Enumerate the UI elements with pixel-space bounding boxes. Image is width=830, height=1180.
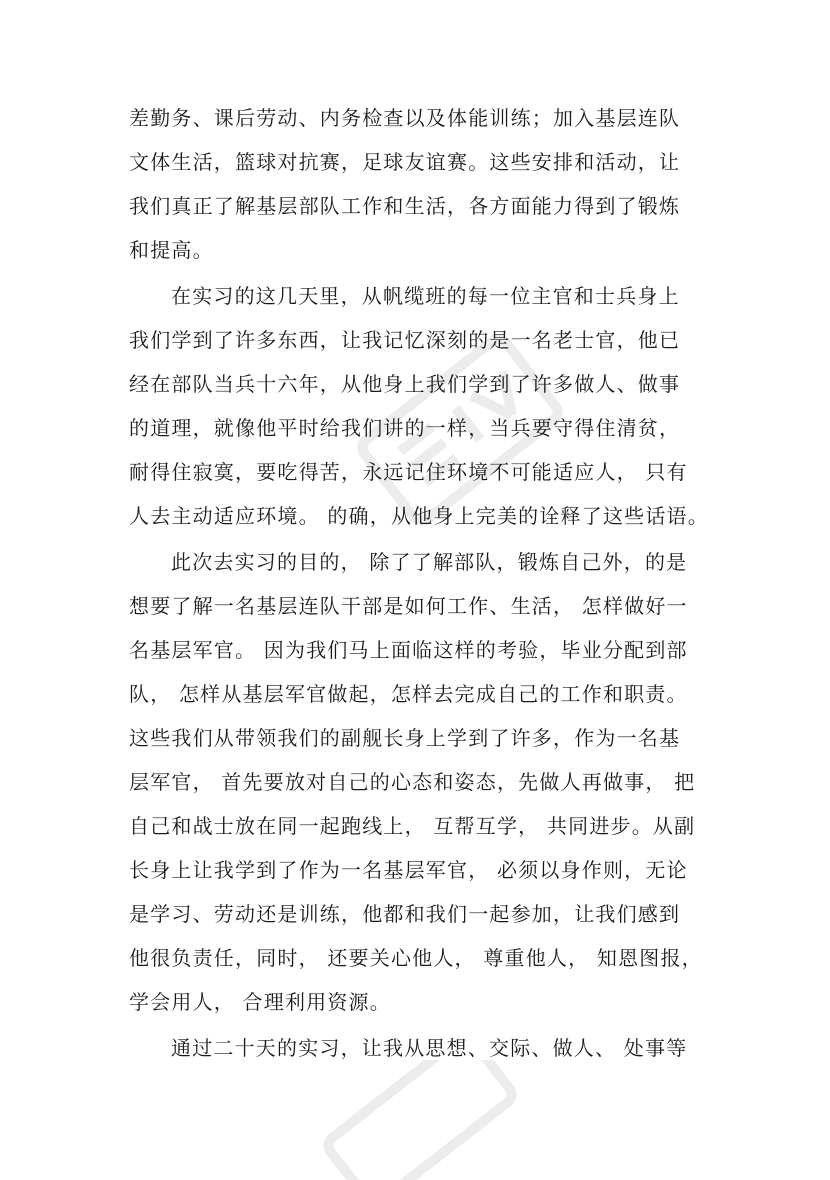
text-line: 是学习、劳动还是训练，他都和我们一起参加，让我们感到 bbox=[129, 902, 681, 926]
text-line: 人去主动适应环境。 的确，从他身上完美的诠释了这些话语。 bbox=[129, 504, 709, 528]
text-line: 长身上让我学到了作为一名基层军官， 必须以身作则，无论 bbox=[129, 858, 688, 882]
text-line: 队， 怎样从基层军官做起，怎样去完成自己的工作和职责。 bbox=[129, 682, 688, 706]
text-line: 和提高。 bbox=[129, 238, 214, 262]
text-line: 层军官， 首先要放对自己的心态和姿态，先做人再做事， 把 bbox=[129, 770, 696, 794]
paragraph-start-line: 此次去实习的目的， 除了了解部队，锻炼自己外，的是 bbox=[171, 550, 688, 574]
text-line: 的道理，就像他平时给我们讲的一样，当兵要守得住清贫， bbox=[129, 416, 681, 440]
text-line: 差勤务、课后劳动、内务检查以及体能训练；加入基层连队 bbox=[129, 106, 681, 130]
body-text bbox=[129, 96, 719, 1070]
paragraph-start-line: 在实习的这几天里，从帆缆班的每一位主官和士兵身上 bbox=[171, 284, 680, 308]
text-line: 这些我们从带领我们的副舰长身上学到了许多，作为一名基 bbox=[129, 726, 681, 750]
text-line: 经在部队当兵十六年，从他身上我们学到了许多做人、做事 bbox=[129, 372, 681, 396]
text-line: 自己和战士放在同一起跑线上， 互帮互学， 共同进步。从副 bbox=[129, 814, 696, 838]
text-line: 我们学到了许多东西，让我记忆深刻的是一名老士官，他已 bbox=[129, 328, 681, 352]
text-line: 名基层军官。 因为我们马上面临这样的考验，毕业分配到部 bbox=[129, 638, 688, 662]
text-line: 想要了解一名基层连队干部是如何工作、生活， 怎样做好一 bbox=[129, 594, 688, 618]
paragraph-start-line: 通过二十天的实习，让我从思想、交际、做人、 处事等 bbox=[171, 1036, 688, 1060]
text-line: 他很负责任，同时， 还要关心他人， 尊重他人， 知恩图报， bbox=[129, 946, 703, 970]
text-line: 学会用人， 合理利用资源。 bbox=[129, 990, 391, 1014]
watermark-stamp bbox=[300, 1060, 540, 1180]
text-line: 耐得住寂寞，要吃得苦，永远记住环境不可能适应人， 只有 bbox=[129, 460, 688, 484]
text-line: 文体生活，篮球对抗赛，足球友谊赛。这些安排和活动，让 bbox=[129, 150, 681, 174]
text-line: 我们真正了解基层部队工作和生活，各方面能力得到了锻炼 bbox=[129, 194, 681, 218]
